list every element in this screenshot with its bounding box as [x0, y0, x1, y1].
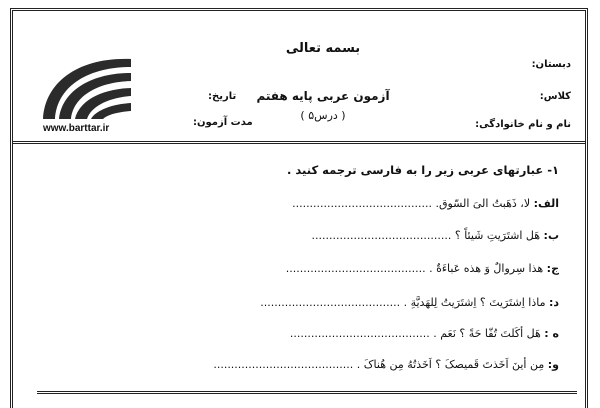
answer-blank[interactable]: ........................................ — [213, 358, 354, 371]
answer-blank[interactable]: ........................................ — [285, 262, 426, 275]
question-item — [290, 327, 559, 340]
question-instruction: ۱- عبارتهای عربی زیر را به فارسی ترجمه کنید . — [287, 163, 559, 177]
answer-blank[interactable]: ........................................ — [289, 327, 430, 340]
header-divider — [13, 141, 585, 144]
footer-divider — [37, 391, 577, 394]
exam-title: آزمون عربی پایه هفتم — [256, 89, 390, 103]
question-label: د: — [548, 296, 559, 309]
exam-sheet — [10, 8, 588, 408]
question-label: و: — [547, 358, 559, 371]
answer-blank[interactable]: ........................................ — [260, 296, 401, 309]
question-label: ج: — [546, 262, 559, 275]
question-item — [260, 296, 559, 309]
question-text: هذا سِروالٌ وَ هذه عَباءَةٌ . — [429, 262, 547, 275]
page-title: بسمه تعالی — [285, 41, 361, 56]
question-text: لا، ذَهَبتُ الیَ السّوق. — [435, 197, 534, 210]
question-item — [292, 197, 559, 210]
answer-blank[interactable]: ........................................ — [311, 229, 452, 242]
question-text: ماذا اِشتَرَیتَ ؟ اِشتَرَیتُ لِلهَدیَّةِ . — [403, 296, 549, 309]
question-item — [311, 229, 559, 242]
question-text: هَل اشتَرَیتِ شَیئاً ؟ — [454, 229, 544, 242]
logo-url-text: www.barttar.ir — [43, 123, 110, 134]
barttar-logo-icon — [35, 51, 135, 121]
question-label: ب: — [543, 229, 559, 242]
duration-field-label: مدت آزمون: — [193, 117, 253, 128]
student-name-field-label: نام و نام خانوادگی: — [475, 119, 571, 130]
lesson-number: ( درس۵ ) — [300, 109, 346, 122]
question-text: مِن أینَ اَخَذتَ قَمیصکَ ؟ اَخَذتُهُ مِن هُناکَ . — [356, 358, 548, 371]
question-label: ه : — [544, 327, 559, 340]
exam-header — [13, 11, 585, 139]
question-item — [213, 358, 559, 371]
question-text: هَل أکَلتَ تُفّا حَةً ؟ نَعَم . — [433, 327, 545, 340]
school-field-label: دبستان: — [531, 59, 571, 70]
answer-blank[interactable]: ........................................ — [292, 197, 432, 210]
question-label: الف: — [533, 197, 559, 210]
question-item — [286, 262, 559, 275]
class-field-label: کلاس: — [539, 91, 571, 102]
date-field-label: تاریخ: — [208, 91, 237, 102]
